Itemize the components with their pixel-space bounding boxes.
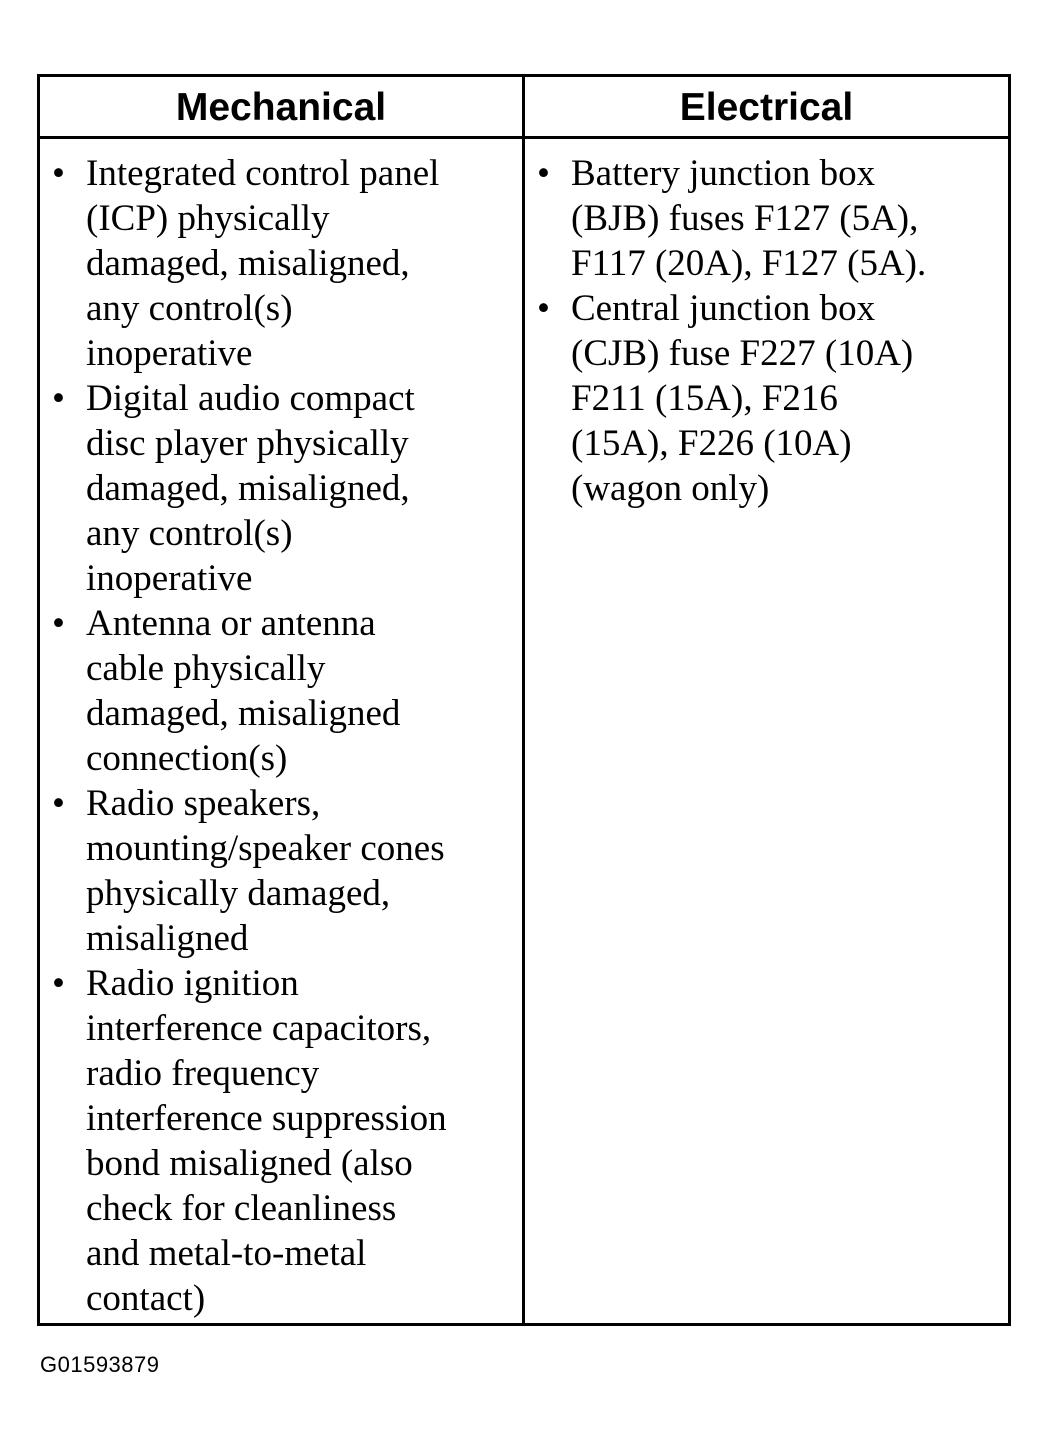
bullet-icon: • bbox=[52, 153, 65, 194]
inspection-table bbox=[37, 74, 1011, 1326]
list-item: • Battery junction box (BJB) fuses F127 (5A), F117 (20A), F127 (5A). bbox=[537, 153, 927, 284]
list-item: • Radio speakers, mounting/speaker cones physically damaged, misaligned bbox=[52, 783, 445, 959]
bullet-icon: • bbox=[52, 783, 65, 824]
mechanical-cell bbox=[40, 139, 525, 1323]
list-item: • Digital audio compact disc player physically damaged, misaligned, any control(s) inoperative bbox=[52, 378, 415, 599]
mechanical-list bbox=[48, 151, 522, 1321]
bullet-icon: • bbox=[52, 378, 65, 419]
list-item: • Radio ignition interference capacitors, radio frequency interference suppression bond misaligned (also check for cleanliness and metal-to-metal contact) bbox=[52, 963, 447, 1319]
bullet-icon: • bbox=[537, 153, 550, 194]
list-item: • Antenna or antenna cable physically damaged, misaligned connection(s) bbox=[52, 603, 401, 779]
electrical-list bbox=[533, 151, 1008, 511]
list-item: • Central junction box (CJB) fuse F227 (10A) F211 (15A), F216 (15A), F226 (10A) (wagon only) bbox=[537, 288, 914, 509]
bullet-icon: • bbox=[52, 963, 65, 1004]
header-electrical: Electrical bbox=[525, 77, 1008, 139]
header-mechanical: Mechanical bbox=[40, 77, 525, 139]
bullet-icon: • bbox=[537, 288, 550, 329]
electrical-cell bbox=[525, 139, 1008, 1323]
figure-id-caption: G01593879 bbox=[40, 1352, 160, 1377]
bullet-icon: • bbox=[52, 603, 65, 644]
list-item: • Integrated control panel (ICP) physically damaged, misaligned, any control(s) inoperative bbox=[52, 153, 440, 374]
